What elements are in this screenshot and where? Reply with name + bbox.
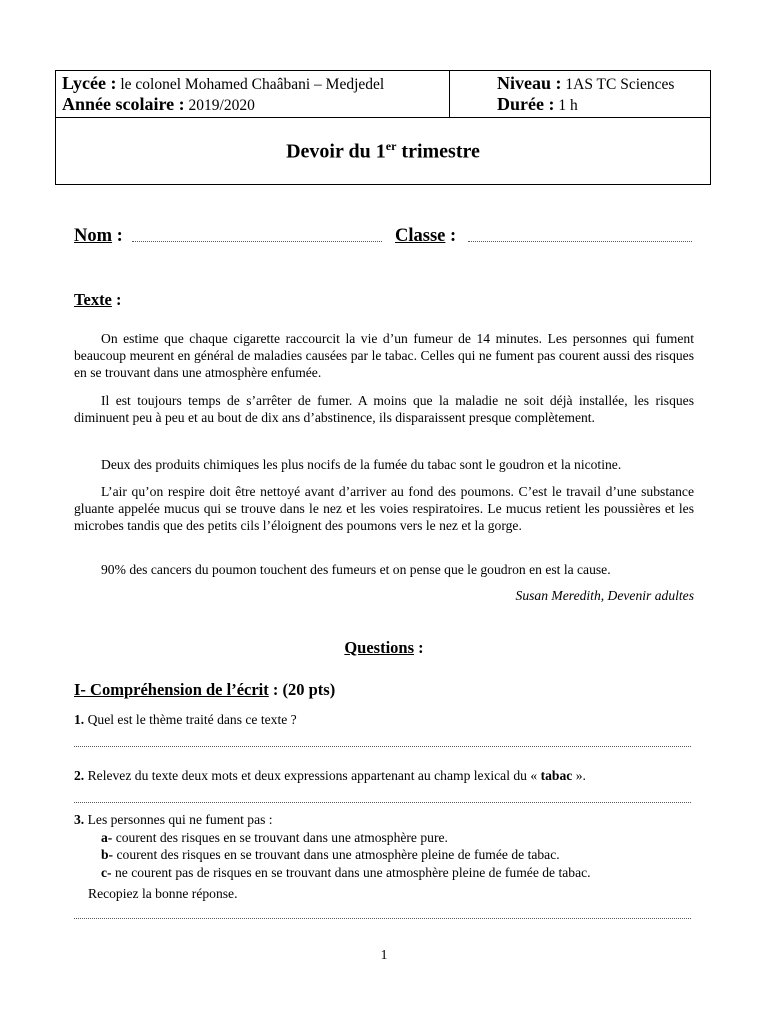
lycee-label: Lycée : [62,73,117,93]
question-2 [74,768,586,784]
option-b-letter: b- [101,847,114,862]
questions-label: Questions [344,638,415,657]
title-end: trimestre [396,140,480,163]
nom-label: Nom [74,226,113,246]
option-c-text: ne courent pas de risques en se trouvant dans une atmosphère pleine de fumée de tabac. [111,865,591,880]
classe-label: Classe [395,226,446,246]
duree-line [497,94,578,115]
section-1-heading [74,680,335,700]
question-3-instruction: Recopiez la bonne réponse. [88,886,238,901]
text-paragraph-3: Deux des produits chimiques les plus nocifs de la fumée du tabac sont le goudron et la nicotine. [101,457,622,472]
question-2-keyword: tabac [540,768,573,783]
page-number: 1 [380,947,388,962]
exam-title [56,139,710,164]
classe-answer-line[interactable] [468,241,692,242]
section-1-title: I- Compréhension de l’écrit [74,680,269,699]
question-3-option-a [101,830,448,846]
text-paragraph-5: 90% des cancers du poumon touchent des fumeurs et on pense que le goudron en est la cause. [101,562,611,577]
text-source: Susan Meredith, Devenir adultes [515,588,694,603]
section-1-points: : (20 pts) [268,680,336,699]
nom-field-label [74,226,123,247]
question-2-number: 2. [74,768,85,783]
texte-colon: : [111,290,122,309]
question-3 [74,812,273,828]
question-3-number: 3. [74,812,85,827]
question-1-text: Quel est le thème traité dans ce texte ? [84,712,297,727]
header-top-row [56,71,710,118]
option-b-text: courent des risques en se trouvant dans une atmosphère pleine de fumée de tabac. [113,847,560,862]
question-2-text: Relevez du texte deux mots et deux expressions appartenant au champ lexical du « [84,768,541,783]
classe-field-label [395,226,456,247]
question-3-text: Les personnes qui ne fument pas : [84,812,273,827]
option-a-text: courent des risques en se trouvant dans une atmosphère pure. [112,830,448,845]
lycee-line [62,73,384,94]
questions-heading [0,638,768,658]
question-3-answer-line[interactable] [74,918,691,919]
texte-label: Texte [74,290,112,309]
niveau-value: 1AS TC Sciences [565,76,675,93]
annee-label: Année scolaire : [62,94,185,114]
question-3-option-c [101,865,591,881]
header-school-cell [56,71,450,117]
question-1-answer-line[interactable] [74,746,691,747]
annee-value: 2019/2020 [188,97,255,114]
duree-label: Durée : [497,94,555,114]
duree-value: 1 h [558,97,578,114]
title-superscript: er [385,139,397,153]
question-1-number: 1. [74,712,85,727]
annee-line [62,94,255,115]
lycee-value: le colonel Mohamed Chaâbani – Medjedel [120,76,385,93]
header-box [55,70,711,185]
question-3-option-b [101,847,560,863]
classe-colon: : [445,226,457,246]
nom-answer-line[interactable] [132,241,382,242]
text-paragraph-2: Il est toujours temps de s’arrêter de fumer. A moins que la maladie ne soit déjà installée, les risques diminuent peu à peu et au bout de dix ans d’abstinence, ils disparaissent presque complètement. [74,393,694,425]
texte-heading [74,290,122,310]
option-a-letter: a- [101,830,113,845]
niveau-label: Niveau : [497,73,562,93]
questions-colon: : [414,638,424,657]
question-1 [74,712,297,728]
text-paragraph-1: On estime que chaque cigarette raccourcit la vie d’un fumeur de 14 minutes. Les personnes qui fument beaucoup meurent en général de maladies causées par le tabac. Celles qui ne fument pas courent aussi des risques en se trouvant dans une atmosphère enfumée. [74,331,694,380]
question-2-answer-line[interactable] [74,802,691,803]
niveau-line [497,73,674,94]
nom-colon: : [112,226,123,246]
text-paragraph-4: L’air qu’on respire doit être nettoyé avant d’arriver au fond des poumons. C’est le travail d’une substance gluante appelée mucus qui se trouve dans le nez et les voies respiratoires. Le mucus retient les poussières et les microbes tandis que des petits cils l’éloignent des poumons vers le nez et la gorge. [74,484,694,533]
title-main: Devoir du 1 [286,140,386,163]
option-c-letter: c- [101,865,112,880]
question-2-text-end: ». [572,768,586,783]
